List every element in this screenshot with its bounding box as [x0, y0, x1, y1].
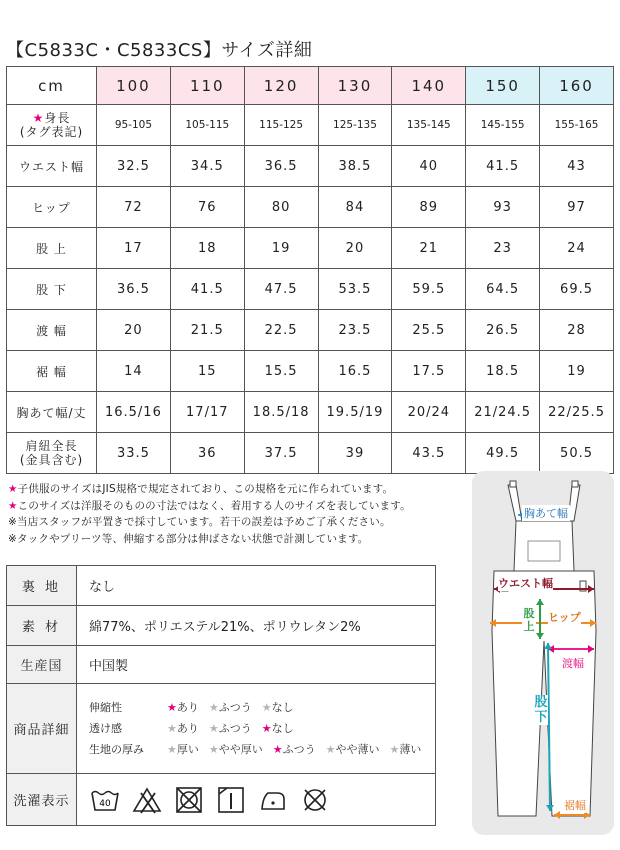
cell: 37.5	[244, 433, 318, 474]
material-label: 素 材	[7, 606, 77, 646]
cell: 18.5/18	[244, 392, 318, 433]
row-label-strap	[7, 433, 97, 474]
option-text: あり	[176, 701, 199, 714]
size-120: 120	[244, 67, 318, 105]
cell: 97	[540, 187, 614, 228]
detail-grid	[89, 697, 435, 760]
product-info-table	[6, 565, 436, 826]
star-mark: ★	[208, 743, 219, 756]
label-text: 身長	[44, 111, 71, 125]
option-text: ふつう	[282, 743, 316, 756]
cell: 19.5/19	[318, 392, 392, 433]
cell: 21.5	[170, 310, 244, 351]
cell: 26.5	[466, 310, 540, 351]
row-label-waist: ウエスト幅	[7, 146, 97, 187]
wash-icon-row	[89, 785, 435, 815]
cell: 22/25.5	[540, 392, 614, 433]
option-text: 厚い	[176, 743, 199, 756]
size-130: 130	[318, 67, 392, 105]
row-label-hem: 裾 幅	[7, 351, 97, 392]
iron-low-icon	[257, 785, 289, 815]
star-mark: ★	[272, 743, 283, 756]
detail-row	[89, 739, 435, 760]
diagram-label-hem: 裾幅	[564, 799, 586, 812]
cell: 115-125	[244, 105, 318, 146]
star-mark: ★	[167, 743, 177, 756]
size-100: 100	[97, 67, 171, 105]
note-line	[8, 498, 468, 515]
cell: 72	[97, 187, 171, 228]
table-row	[7, 684, 436, 774]
cell: 39	[318, 433, 392, 474]
cell: 21/24.5	[466, 392, 540, 433]
cell: 95-105	[97, 105, 171, 146]
note-text: このサイズは洋服そのものの寸法ではなく、着用する人のサイズを表しています。	[17, 499, 411, 512]
overalls-illustration	[472, 471, 614, 835]
diagram-label-inseam: 股下	[534, 695, 548, 725]
cell: 59.5	[392, 269, 466, 310]
detail-value	[77, 684, 436, 774]
note-line	[8, 481, 468, 498]
star-mark: ★	[167, 722, 177, 735]
cell: 19	[540, 351, 614, 392]
detail-option	[209, 718, 252, 739]
detail-option	[273, 739, 316, 760]
detail-option	[262, 697, 294, 718]
option-text: あり	[176, 722, 199, 735]
origin-value: 中国製	[77, 646, 436, 684]
detail-option	[390, 739, 422, 760]
cell: 23	[466, 228, 540, 269]
note-text: ※タックやプリーツ等、伸縮する部分は伸ばさない状態で計測しています。	[8, 532, 369, 545]
diagram-label-bib: 胸あて幅	[524, 507, 568, 520]
cell: 19	[244, 228, 318, 269]
cell: 36.5	[244, 146, 318, 187]
detail-name: 伸縮性	[89, 701, 122, 714]
lining-value: なし	[77, 566, 436, 606]
cell: 64.5	[466, 269, 540, 310]
cell: 43.5	[392, 433, 466, 474]
option-text: なし	[271, 701, 294, 714]
cell: 17	[97, 228, 171, 269]
star-mark: ★	[261, 701, 272, 714]
page-title: 【C5833C・C5833CS】サイズ詳細	[6, 40, 313, 61]
unit-cell: cm	[7, 67, 97, 105]
cell: 16.5	[318, 351, 392, 392]
label-text: 肩紐全長	[25, 439, 78, 453]
no-bleach-icon	[131, 785, 163, 815]
cell: 25.5	[392, 310, 466, 351]
cell: 36	[170, 433, 244, 474]
table-row	[7, 228, 614, 269]
wash-icons	[77, 774, 436, 826]
table-row	[7, 433, 614, 474]
diagram-label-thigh: 渡幅	[562, 657, 584, 670]
note-text: 子供服のサイズはJIS規格で規定されており、この規格を元に作られています。	[17, 483, 394, 495]
cell: 36.5	[97, 269, 171, 310]
no-dry-clean-icon	[299, 785, 331, 815]
table-row	[7, 566, 436, 606]
size-diagram	[472, 471, 614, 835]
size-header-row	[7, 67, 614, 105]
wash-temp-text: 40	[99, 798, 111, 809]
detail-option	[262, 718, 294, 739]
cell: 76	[170, 187, 244, 228]
detail-option	[326, 739, 380, 760]
star-mark: ★	[208, 722, 219, 735]
cell: 69.5	[540, 269, 614, 310]
cell: 49.5	[466, 433, 540, 474]
row-label-bib: 胸あて幅/丈	[7, 392, 97, 433]
cell: 33.5	[97, 433, 171, 474]
size-140: 140	[392, 67, 466, 105]
origin-label: 生産国	[7, 646, 77, 684]
note-line	[8, 531, 468, 548]
row-label-hip: ヒップ	[7, 187, 97, 228]
table-row	[7, 187, 614, 228]
cell: 15.5	[244, 351, 318, 392]
detail-row	[89, 697, 435, 718]
table-row	[7, 774, 436, 826]
row-label-inseam: 股 下	[7, 269, 97, 310]
detail-option	[167, 739, 199, 760]
note-line	[8, 514, 468, 531]
wash-40-icon	[89, 785, 121, 815]
option-text: ふつう	[218, 701, 252, 714]
detail-option	[209, 697, 252, 718]
cell: 16.5/16	[97, 392, 171, 433]
cell: 20	[318, 228, 392, 269]
cell: 135-145	[392, 105, 466, 146]
cell: 20	[97, 310, 171, 351]
cell: 18	[170, 228, 244, 269]
cell: 34.5	[170, 146, 244, 187]
cell: 20/24	[392, 392, 466, 433]
no-tumble-dry-icon	[173, 785, 205, 815]
table-row	[7, 269, 614, 310]
detail-row	[89, 718, 435, 739]
detail-option	[167, 697, 199, 718]
cell: 105-115	[170, 105, 244, 146]
cell: 43	[540, 146, 614, 187]
table-row	[7, 646, 436, 684]
cell: 125-135	[318, 105, 392, 146]
star-mark: ★	[8, 483, 18, 495]
cell: 17.5	[392, 351, 466, 392]
cell: 53.5	[318, 269, 392, 310]
star-mark: ★	[32, 111, 45, 125]
table-row	[7, 392, 614, 433]
cell: 17/17	[170, 392, 244, 433]
cell: 38.5	[318, 146, 392, 187]
cell: 84	[318, 187, 392, 228]
cell: 40	[392, 146, 466, 187]
row-label-height	[7, 105, 97, 146]
size-110: 110	[170, 67, 244, 105]
row-label-thigh: 渡 幅	[7, 310, 97, 351]
table-row	[7, 351, 614, 392]
option-text: なし	[271, 722, 294, 735]
star-mark: ★	[261, 722, 272, 735]
cell: 93	[466, 187, 540, 228]
diagram-label-waist: ウエスト幅	[498, 577, 553, 590]
cell: 21	[392, 228, 466, 269]
diagram-label-hip: ヒップ	[548, 611, 581, 624]
star-mark: ★	[389, 743, 400, 756]
diagram-label-rise: 股上	[523, 607, 535, 633]
option-text: ふつう	[218, 722, 252, 735]
cell: 145-155	[466, 105, 540, 146]
table-row	[7, 146, 614, 187]
star-mark: ★	[8, 499, 18, 512]
option-text: やや薄い	[335, 743, 380, 756]
option-text: 薄い	[399, 743, 422, 756]
size-table	[6, 66, 614, 474]
detail-name: 生地の厚み	[89, 743, 144, 756]
note-text: ※当店スタッフが平置きで採寸しています。若干の誤差は予めご了承ください。	[8, 516, 391, 528]
line-dry-icon	[215, 785, 247, 815]
label-sub: (タグ表記)	[19, 125, 84, 139]
cell: 41.5	[466, 146, 540, 187]
table-row	[7, 606, 436, 646]
detail-name: 透け感	[89, 722, 122, 735]
cell: 50.5	[540, 433, 614, 474]
table-row	[7, 310, 614, 351]
cell: 22.5	[244, 310, 318, 351]
cell: 23.5	[318, 310, 392, 351]
table-row	[7, 105, 614, 146]
cell: 15	[170, 351, 244, 392]
option-text: やや厚い	[218, 743, 263, 756]
cell: 32.5	[97, 146, 171, 187]
detail-label: 商品詳細	[7, 684, 77, 774]
notes	[8, 481, 468, 547]
cell: 41.5	[170, 269, 244, 310]
cell: 155-165	[540, 105, 614, 146]
cell: 28	[540, 310, 614, 351]
detail-option	[209, 739, 263, 760]
cell: 47.5	[244, 269, 318, 310]
cell: 89	[392, 187, 466, 228]
size-160: 160	[540, 67, 614, 105]
material-value: 綿77%、ポリエステル21%、ポリウレタン2%	[77, 606, 436, 646]
wash-label: 洗濯表示	[7, 774, 77, 826]
cell: 24	[540, 228, 614, 269]
star-mark: ★	[325, 743, 336, 756]
star-mark: ★	[167, 701, 177, 714]
cell: 14	[97, 351, 171, 392]
star-mark: ★	[208, 701, 219, 714]
detail-option	[167, 718, 199, 739]
cell: 80	[244, 187, 318, 228]
cell: 18.5	[466, 351, 540, 392]
lining-label: 裏 地	[7, 566, 77, 606]
size-150: 150	[466, 67, 540, 105]
row-label-rise: 股 上	[7, 228, 97, 269]
label-sub: (金具含む)	[19, 453, 84, 467]
